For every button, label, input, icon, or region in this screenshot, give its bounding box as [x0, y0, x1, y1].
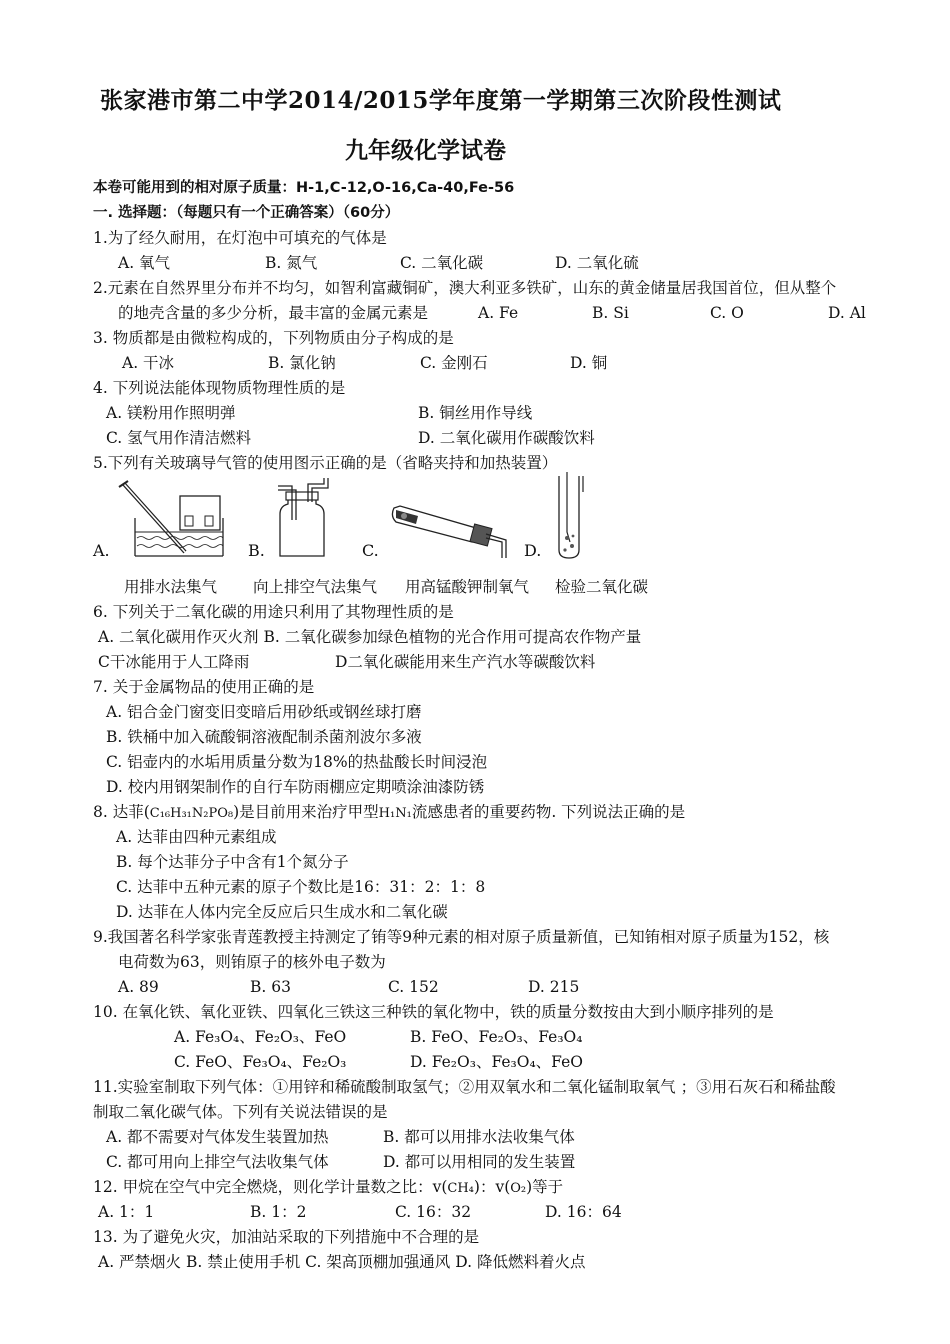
- q10-option-c: C. FeO、Fe₃O₄、Fe₂O₃: [174, 1053, 347, 1071]
- q9-option-b: B. 63: [250, 978, 291, 996]
- q3-option-d: D. 铜: [570, 354, 608, 372]
- q4-option-a: A. 镁粉用作照明弹: [106, 404, 236, 422]
- q11-option-c: C. 都可用向上排空气法收集气体: [106, 1153, 329, 1171]
- figure-a-water-collection: [115, 476, 230, 561]
- q5-caption-b: 向上排空气法集气: [253, 578, 378, 596]
- question-4-stem: 4. 下列说法能体现物质物理性质的是: [93, 379, 346, 397]
- q3-option-c: C. 金刚石: [420, 354, 488, 372]
- q10-option-a: A. Fe₃O₄、Fe₂O₃、FeO: [174, 1028, 347, 1046]
- q3-option-a: A. 干冰: [122, 354, 175, 372]
- question-10-stem: 10. 在氧化铁、氧化亚铁、四氧化三铁这三种铁的氧化物中，铁的质量分数按由大到小顺序排列的是: [93, 1003, 774, 1021]
- question-12-stem: [93, 1177, 563, 1199]
- q7-option-b: B. 铁桶中加入硫酸铜溶液配制杀菌剂波尔多液: [106, 728, 422, 746]
- q12-ch4: CH₄: [447, 1181, 474, 1196]
- q10-option-d: D. Fe₂O₃、Fe₃O₄、FeO: [410, 1053, 583, 1071]
- question-6-stem: 6. 下列关于二氧化碳的用途只利用了其物理性质的是: [93, 603, 454, 621]
- q5-caption-d: 检验二氧化碳: [555, 578, 649, 596]
- q4-option-b: B. 铜丝用作导线: [418, 404, 533, 422]
- q1-option-a: A. 氧气: [118, 254, 171, 272]
- question-13-stem: 13. 为了避免火灾，加油站采取的下列措施中不合理的是: [93, 1228, 480, 1246]
- q12-stem-mid: )：v(: [473, 1178, 511, 1196]
- question-11-stem-line2: 制取二氧化碳气体。下列有关说法错误的是: [93, 1103, 388, 1121]
- question-1-stem: 1.为了经久耐用，在灯泡中可填充的气体是: [93, 229, 387, 247]
- q5-caption-a: 用排水法集气: [124, 578, 218, 596]
- q12-option-a: A. 1：1: [98, 1203, 155, 1221]
- q5-label-b: B.: [248, 541, 265, 560]
- q11-option-a: A. 都不需要对气体发生装置加热: [106, 1128, 329, 1146]
- q7-option-a: A. 铝合金门窗变旧变暗后用砂纸或钢丝球打磨: [106, 703, 422, 721]
- q11-option-b: B. 都可以用排水法收集气体: [383, 1128, 575, 1146]
- question-5-stem: 5.下列有关玻璃导气管的使用图示正确的是（省略夹持和加热装置）: [93, 454, 558, 472]
- q6-option-d: D二氧化碳能用来生产汽水等碳酸饮料: [335, 653, 596, 671]
- figure-b-air-collection: [272, 476, 332, 561]
- atomic-masses-note: 本卷可能用到的相对原子质量：H-1,C-12,O-16,Ca-40,Fe-56: [93, 180, 515, 196]
- question-2-stem-line1: 2.元素在自然界里分布并不均匀，如智利富藏铜矿，澳大利亚多铁矿，山东的黄金储量居我国首位，但从整个: [93, 279, 837, 297]
- figure-c-kmno4-setup: [388, 490, 518, 560]
- question-9-stem-line1: 9.我国著名科学家张青莲教授主持测定了铕等9种元素的相对原子质量新值，已知铕相对原子质量为152，核: [93, 928, 830, 946]
- q8-formula: C₁₆H₃₁N₂PO₈: [149, 806, 234, 821]
- q8-option-a: A. 达菲由四种元素组成: [116, 828, 277, 846]
- question-8-stem: [93, 802, 685, 824]
- q1-option-d: D. 二氧化硫: [555, 254, 639, 272]
- q12-stem-post: )等于: [526, 1178, 564, 1196]
- question-11-stem-line1: 11.实验室制取下列气体：①用锌和稀硫酸制取氢气；②用双氧水和二氧化锰制取氧气 ；③用石灰石和稀盐酸: [93, 1078, 836, 1096]
- q9-option-a: A. 89: [118, 978, 159, 996]
- q8-option-c: C. 达菲中五种元素的原子个数比是16：31：2：1：8: [116, 878, 486, 896]
- q7-option-d: D. 校内用钢架制作的自行车防雨棚应定期喷涂油漆防锈: [106, 778, 485, 796]
- q11-option-d: D. 都可以用相同的发生装置: [383, 1153, 576, 1171]
- q2-option-d: D. Al: [828, 304, 866, 322]
- q8-stem-pre: 8. 达菲(: [93, 803, 150, 821]
- q12-o2: O₂: [510, 1181, 527, 1196]
- figure-d-co2-test: [553, 472, 593, 562]
- q6-options-ab: A. 二氧化碳用作灭火剂 B. 二氧化碳参加绿色植物的光合作用可提高农作物产量: [98, 628, 642, 646]
- q13-options: A. 严禁烟火 B. 禁止使用手机 C. 架高顶棚加强通风 D. 降低燃料着火点: [98, 1253, 586, 1271]
- q1-option-b: B. 氮气: [265, 254, 318, 272]
- q8-stem-post: 流感患者的重要药物. 下列说法正确的是: [411, 803, 686, 821]
- q4-option-c: C. 氢气用作清洁燃料: [106, 429, 252, 447]
- q5-label-a: A.: [93, 541, 110, 560]
- q5-caption-c: 用高锰酸钾制氧气: [405, 578, 530, 596]
- q2-option-a: A. Fe: [478, 304, 519, 322]
- q8-option-d: D. 达菲在人体内完全反应后只生成水和二氧化碳: [116, 903, 448, 921]
- q12-option-b: B. 1：2: [250, 1203, 307, 1221]
- q3-option-b: B. 氯化钠: [268, 354, 336, 372]
- q1-option-c: C. 二氧化碳: [400, 254, 484, 272]
- q2-option-b: B. Si: [592, 304, 629, 322]
- q7-option-c: C. 铝壶内的水垢用质量分数为18%的热盐酸长时间浸泡: [106, 753, 488, 771]
- question-7-stem: 7. 关于金属物品的使用正确的是: [93, 678, 315, 696]
- q8-virus: H₁N₁: [378, 806, 412, 821]
- exam-title: 张家港市第二中学2014/2015学年度第一学期第三次阶段性测试: [100, 87, 782, 114]
- q4-option-d: D. 二氧化碳用作碳酸饮料: [418, 429, 595, 447]
- q8-option-b: B. 每个达菲分子中含有1个氮分子: [116, 853, 349, 871]
- q5-label-d: D.: [524, 541, 542, 560]
- question-2-stem-line2: 的地壳含量的多少分析，最丰富的金属元素是: [118, 304, 429, 322]
- q2-option-c: C. O: [710, 304, 744, 322]
- q10-option-b: B. FeO、Fe₂O₃、Fe₃O₄: [410, 1028, 583, 1046]
- q5-label-c: C.: [362, 541, 379, 560]
- q12-stem-pre: 12. 甲烷在空气中完全燃烧，则化学计量数之比：v(: [93, 1178, 448, 1196]
- q9-option-c: C. 152: [388, 978, 439, 996]
- exam-subtitle: 九年级化学试卷: [345, 137, 506, 164]
- section-heading: 一. 选择题：（每题只有一个正确答案）（60分）: [93, 205, 400, 221]
- question-3-stem: 3. 物质都是由微粒构成的，下列物质由分子构成的是: [93, 329, 454, 347]
- question-9-stem-line2: 电荷数为63，则铕原子的核外电子数为: [118, 953, 386, 971]
- q9-option-d: D. 215: [528, 978, 580, 996]
- q6-option-c: C干冰能用于人工降雨: [98, 653, 250, 671]
- q12-option-d: D. 16：64: [545, 1203, 622, 1221]
- q8-stem-mid: )是目前用来治疗甲型: [233, 803, 379, 821]
- q12-option-c: C. 16：32: [395, 1203, 472, 1221]
